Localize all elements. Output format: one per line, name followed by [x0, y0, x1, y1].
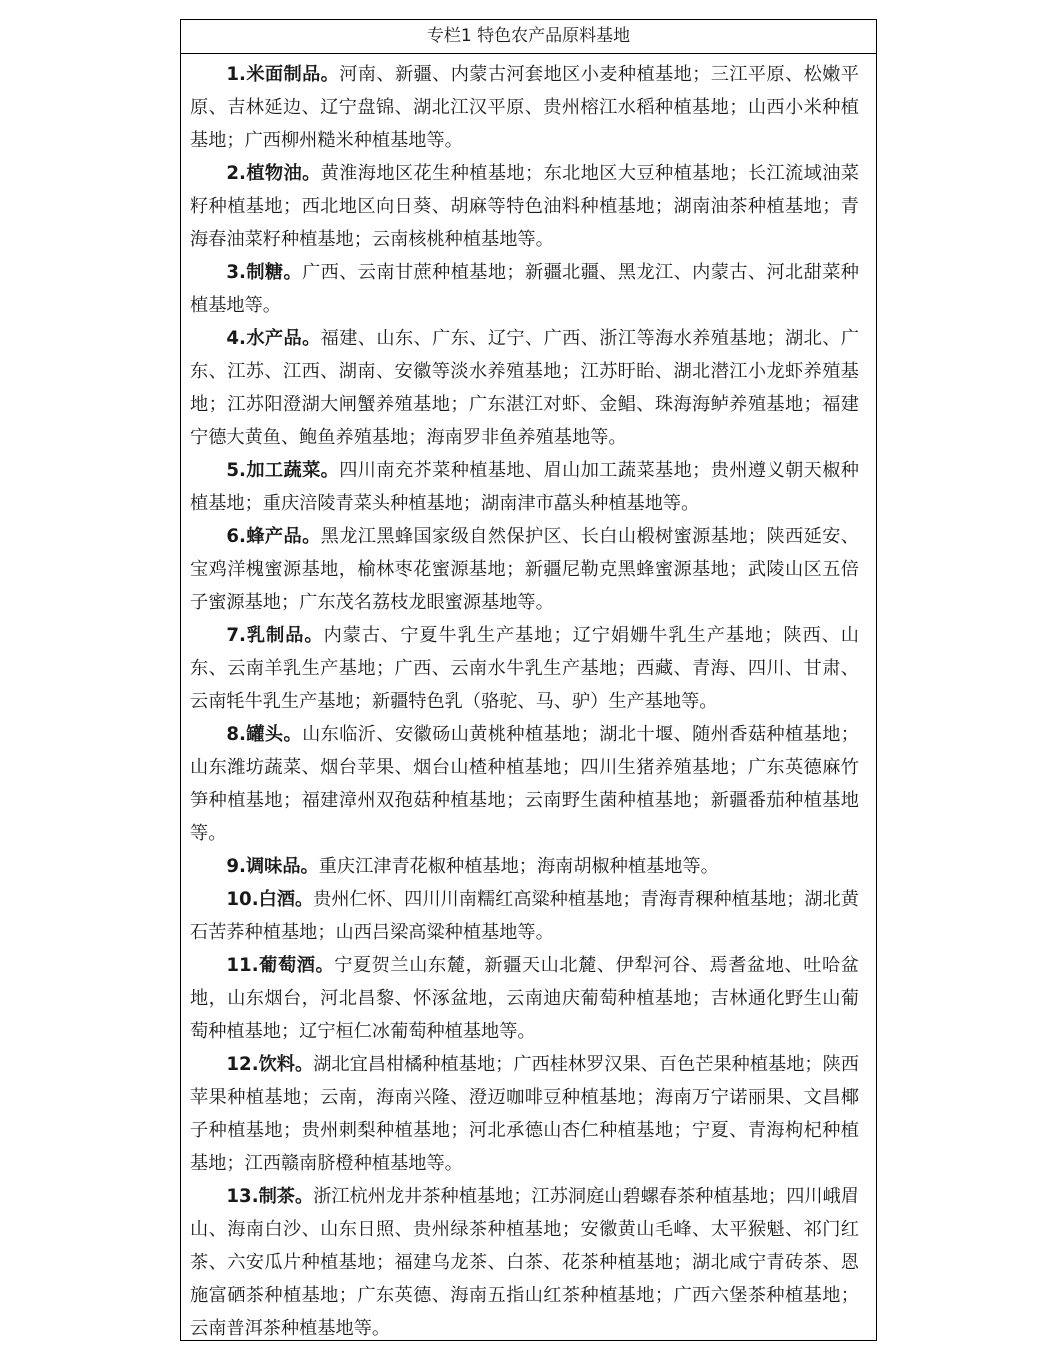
item-heading: 13.制茶。	[226, 1186, 314, 1207]
item-text: 黄淮海地区花生种植基地；东北地区大豆种植基地；长江流域油菜籽种植基地；西北地区向日葵、胡麻等特色油料种植基地；湖南油茶种植基地；青海春油菜籽种植基地；云南核桃种植基地等。	[190, 163, 859, 250]
item-text: 浙江杭州龙井茶种植基地；江苏洞庭山碧螺春茶种植基地；四川峨眉山、海南白沙、山东日照、贵州绿茶种植基地；安徽黄山毛峰、太平猴魁、祁门红茶、六安瓜片种植基地；福建乌龙茶、白茶、花茶种植基地；湖北咸宁青砖茶、恩施富硒茶种植基地；广东英德、海南五指山红茶种植基地；广西六堡茶种植基地；云南普洱茶种植基地等。	[190, 1186, 859, 1339]
box-title: 专栏1 特色农产品原料基地	[181, 20, 876, 54]
item-paragraph	[190, 949, 859, 1048]
item-text: 内蒙古、宁夏牛乳生产基地；辽宁娟姗牛乳生产基地；陕西、山东、云南羊乳生产基地；广西、云南水牛乳生产基地；西藏、青海、四川、甘肃、云南牦牛乳生产基地；新疆特色乳（骆驼、马、驴）生产基地等。	[190, 625, 859, 712]
item-paragraph	[190, 454, 859, 520]
item-paragraph	[190, 1180, 859, 1345]
item-heading: 9.调味品。	[226, 856, 319, 877]
item-paragraph	[190, 619, 859, 718]
item-text: 重庆江津青花椒种植基地；海南胡椒种植基地等。	[318, 856, 719, 877]
item-paragraph	[190, 850, 859, 883]
item-paragraph	[190, 322, 859, 454]
item-heading: 3.制糖。	[226, 262, 303, 283]
item-text: 河南、新疆、内蒙古河套地区小麦种植基地；三江平原、松嫩平原、吉林延边、辽宁盘锦、湖北江汉平原、贵州榕江水稻种植基地；山西小米种植基地；广西柳州糙米种植基地等。	[190, 64, 859, 151]
item-heading: 11.葡萄酒。	[226, 955, 335, 976]
item-paragraph	[190, 520, 859, 619]
item-text: 黑龙江黑蜂国家级自然保护区、长白山椴树蜜源基地；陕西延安、宝鸡洋槐蜜源基地，榆林枣花蜜源基地；新疆尼勒克黑蜂蜜源基地；武陵山区五倍子蜜源基地；广东茂名荔枝龙眼蜜源基地等。	[190, 526, 859, 613]
feature-box	[180, 19, 877, 1341]
item-text: 广西、云南甘蔗种植基地；新疆北疆、黑龙江、内蒙古、河北甜菜种植基地等。	[190, 262, 859, 316]
item-text: 宁夏贺兰山东麓，新疆天山北麓、伊犁河谷、焉耆盆地、吐哈盆地，山东烟台，河北昌黎、怀涿盆地，云南迪庆葡萄种植基地；吉林通化野生山葡萄种植基地；辽宁桓仁冰葡萄种植基地等。	[190, 955, 859, 1042]
item-heading: 6.蜂产品。	[226, 526, 321, 547]
item-text: 四川南充芥菜种植基地、眉山加工蔬菜基地；贵州遵义朝天椒种植基地；重庆涪陵青菜头种植基地；湖南津市藠头种植基地等。	[190, 460, 859, 514]
item-heading: 5.加工蔬菜。	[226, 460, 340, 481]
item-paragraph	[190, 883, 859, 949]
item-heading: 4.水产品。	[226, 328, 321, 349]
item-heading: 1.米面制品。	[226, 64, 340, 85]
item-paragraph	[190, 157, 859, 256]
item-heading: 12.饮料。	[226, 1054, 314, 1075]
item-heading: 10.白酒。	[226, 889, 314, 910]
item-paragraph	[190, 58, 859, 157]
item-text: 山东临沂、安徽砀山黄桃种植基地；湖北十堰、随州香菇种植基地；山东潍坊蔬菜、烟台苹果、烟台山楂种植基地；四川生猪养殖基地；广东英德麻竹笋种植基地；福建漳州双孢菇种植基地；云南野生菌种植基地；新疆番茄种植基地等。	[190, 724, 859, 844]
item-heading: 2.植物油。	[226, 163, 321, 184]
item-heading: 7.乳制品。	[226, 625, 324, 646]
box-content	[181, 54, 876, 1345]
item-paragraph	[190, 256, 859, 322]
item-paragraph	[190, 718, 859, 850]
item-text: 福建、山东、广东、辽宁、广西、浙江等海水养殖基地；湖北、广东、江苏、江西、湖南、安徽等淡水养殖基地；江苏盱眙、湖北潜江小龙虾养殖基地；江苏阳澄湖大闸蟹养殖基地；广东湛江对虾、金鲳、珠海海鲈养殖基地；福建宁德大黄鱼、鲍鱼养殖基地；海南罗非鱼养殖基地等。	[190, 328, 859, 448]
item-paragraph	[190, 1048, 859, 1180]
item-text: 贵州仁怀、四川川南糯红高粱种植基地；青海青稞种植基地；湖北黄石苦荞种植基地；山西吕梁高粱种植基地等。	[190, 889, 859, 943]
item-text: 湖北宜昌柑橘种植基地；广西桂林罗汉果、百色芒果种植基地；陕西苹果种植基地；云南，海南兴隆、澄迈咖啡豆种植基地；海南万宁诺丽果、文昌椰子种植基地；贵州刺梨种植基地；河北承德山杏仁种植基地；宁夏、青海枸杞种植基地；江西赣南脐橙种植基地等。	[190, 1054, 859, 1174]
item-heading: 8.罐头。	[226, 724, 303, 745]
